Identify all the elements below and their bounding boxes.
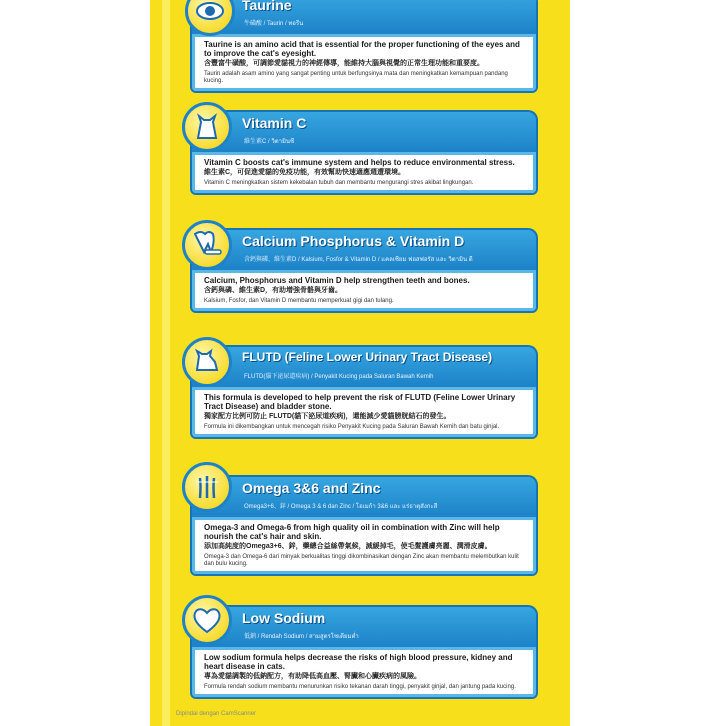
chinese-text: 獨家配方比例可防止 FLUTD(貓下泌尿道疾病)，還能減少愛貓膀胱結石的發生。	[204, 413, 451, 421]
card-title: Low Sodium	[242, 610, 326, 626]
chinese-text: 專為愛貓調製的低鈉配方，有助降低高血壓、腎臟和心臟疾病的風險。	[204, 673, 421, 681]
card-header	[190, 110, 538, 152]
card-title: FLUTD (Feline Lower Urinary Tract Disease)	[242, 350, 493, 364]
english-text: Calcium, Phosphorus and Vitamin D help strengthen teeth and bones.	[204, 276, 470, 285]
card-subtitle: 牛磺酸 / Taurin / ทอรีน	[244, 21, 304, 27]
card-body	[190, 34, 538, 93]
card-body	[190, 270, 538, 313]
malay-text: Kalsium, Fosfor, dan Vitamin D membantu memperkuat gigi dan tulang.	[204, 297, 394, 304]
card-body	[190, 387, 538, 439]
malay-text: Taurin adalah asam amino yang sangat penting untuk berfungsinya mata dan meningkatkan kemampuan pandang kucing.	[204, 70, 508, 84]
card-title: Calcium Phosphorus & Vitamin D	[242, 233, 465, 249]
english-text: Taurine is an amino acid that is essential for the proper functioning of the eyes and to improve the cat's eyesight.	[204, 40, 520, 59]
card-header	[190, 605, 538, 647]
malay-text: Formula ini dikembangkan untuk mencegah risiko Penyakit Kucing pada Saluran Bawah Kemih dan batu ginjal.	[204, 423, 500, 430]
card-title: Taurine	[242, 0, 292, 13]
card-vitamin-c	[190, 110, 538, 195]
card-low-sodium	[190, 605, 538, 699]
heart-icon	[182, 595, 232, 645]
chinese-text: 含鈣與磷、維生素D，有助增強骨骼與牙齒。	[204, 287, 343, 295]
card-taurine	[190, 0, 538, 93]
card-omega	[190, 475, 538, 576]
card-subtitle: 含鈣與磷、維生素D / Kalsium, Fosfor & Vitamin D / แคลเซียม ฟอสฟอรัส และ วิตามิน ดี	[244, 257, 473, 263]
english-text: Omega-3 and Omega-6 from high quality oil in combination with Zinc will help nourish the cat's hair and skin.	[204, 523, 500, 542]
malay-text: Vitamin C meningkatkan sistem kekebalan tubuh dan membantu mengurangi stres akibat lingkungan.	[204, 179, 474, 186]
card-body	[190, 517, 538, 576]
card-subtitle: Omega3+6、鋅 / Omega 3 & 6 dan Zinc / โอเมก้า 3&6 และ แร่ธาตุสังกะสี	[244, 504, 438, 510]
card-header	[190, 228, 538, 270]
chinese-text: 添加高純度的Omega3+6、鋅，藥總合益絲帶氣候，減緩掉毛，使毛髮護膚亮麗、潤滑皮膚。	[204, 543, 492, 551]
hair-shine-icon	[182, 462, 232, 512]
chinese-text: 維生素C，可促進愛貓的免疫功能，有效幫助快速適應週遭環境。	[204, 169, 406, 177]
card-body	[190, 647, 538, 699]
scanner-watermark: Dipindai dengan CamScanner	[176, 711, 257, 717]
card-calcium	[190, 228, 538, 313]
card-subtitle: 低鈉 / Rendah Sodium / สามสูตรโซเดียมต่ำ	[244, 634, 359, 640]
card-header	[190, 345, 538, 387]
english-text: Vitamin C boosts cat's immune system and helps to reduce environmental stress.	[204, 158, 515, 167]
malay-text: Formula rendah sodium membantu menurunkan risiko tekanan darah tinggi, penyakit ginjal, dan jantung pada kucing.	[204, 683, 516, 690]
card-body	[190, 152, 538, 195]
malay-text: Omega-3 dan Omega-6 dari minyak berkualitas tinggi dikombinasikan dengan Zinc akan membantu melembutkan kulit dan bulu kucing.	[204, 553, 519, 567]
card-flutd	[190, 345, 538, 439]
card-subtitle: 維生素C / วิตามินซี	[244, 139, 295, 145]
card-header	[190, 0, 538, 34]
chinese-text: 含豐富牛磺酸，可調節愛貓視力的神經傳導，能維持大腦與視覺的正常生理功能和重要度。	[204, 60, 484, 68]
card-title: Vitamin C	[242, 115, 307, 131]
card-header	[190, 475, 538, 517]
card-title: Omega 3&6 and Zinc	[242, 480, 381, 496]
cat-icon	[182, 102, 232, 152]
tooth-bone-icon	[182, 220, 232, 270]
english-text: This formula is developed to help prevent the risk of FLUTD (Feline Lower Urinary Tract Disease) and bladder stone.	[204, 393, 516, 412]
card-subtitle: FLUTD(貓下泌尿道疾病) / Penyakit Kucing pada Saluran Bawah Kemih	[244, 374, 434, 380]
english-text: Low sodium formula helps decrease the risks of high blood pressure, kidney and heart disease in cats.	[204, 653, 513, 672]
cat-litter-icon	[182, 337, 232, 387]
